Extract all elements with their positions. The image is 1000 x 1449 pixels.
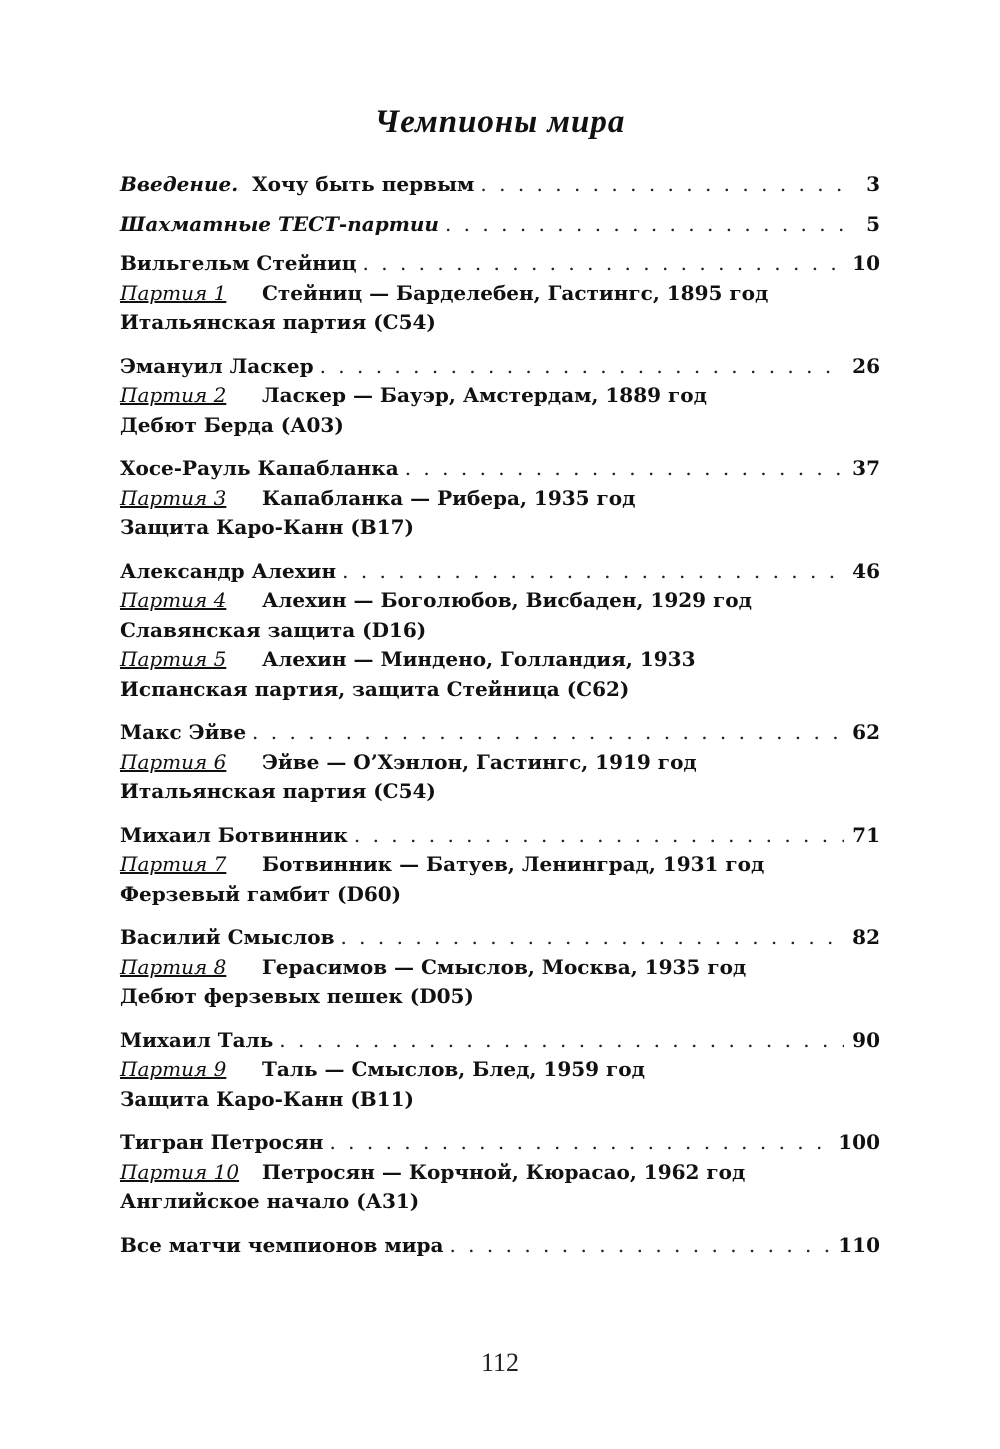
tests-title: Шахматные ТЕСТ-партии (120, 211, 439, 236)
toc-entry-tests[interactable] (120, 210, 880, 240)
game-line (120, 953, 880, 983)
page-title: Чемпионы мира (374, 104, 626, 140)
game-line (120, 645, 880, 675)
champion-name: Василий Смыслов (120, 925, 335, 949)
game-label: Партия 5 (120, 647, 227, 671)
game-line (120, 1055, 880, 1085)
page-ref: 10 (852, 251, 880, 275)
game-label: Партия 1 (120, 280, 227, 305)
game-description: Стейниц — Барделебен, Гастингс, 1895 год (262, 280, 769, 305)
game-line (120, 381, 880, 411)
game-description: Алехин — Боголюбов, Висбаден, 1929 год (262, 588, 752, 612)
dot-leader (340, 923, 844, 953)
game-line (120, 1158, 880, 1188)
intro-label: Введение. (120, 172, 239, 196)
dot-leader (363, 249, 844, 279)
game-description: Капабланка — Рибера, 1935 год (262, 485, 636, 510)
page-ref: 3 (866, 172, 880, 196)
dot-leader (445, 210, 844, 240)
page-ref: 90 (852, 1027, 880, 1052)
page-ref: 5 (866, 211, 880, 236)
game-description: Ласкер — Бауэр, Амстердам, 1889 год (262, 383, 707, 407)
toc-entry-champion[interactable] (120, 821, 880, 851)
all-matches-title: Все матчи чемпионов мира (120, 1232, 444, 1257)
dot-leader (480, 170, 844, 200)
game-opening: Дебют ферзевых пешек (D05) (120, 984, 474, 1008)
game-label: Партия 3 (120, 485, 227, 510)
dot-leader (354, 821, 844, 851)
toc-entry-champion[interactable] (120, 454, 880, 484)
champion-name: Хосе-Рауль Капабланка (120, 456, 399, 480)
game-label: Партия 7 (120, 852, 227, 876)
dot-leader (279, 1026, 844, 1056)
opening-line (120, 880, 880, 910)
game-description: Эйве — О’Хэнлон, Гастингс, 1919 год (262, 749, 697, 774)
toc-entry-champion[interactable] (120, 1128, 880, 1158)
page-ref: 110 (838, 1232, 880, 1257)
game-line (120, 484, 880, 514)
champion-name: Эмануил Ласкер (120, 353, 314, 378)
opening-line (120, 411, 880, 441)
champion-name: Тигран Петросян (120, 1130, 324, 1154)
champion-name: Михаил Таль (120, 1027, 274, 1052)
game-opening: Итальянская партия (С54) (120, 310, 436, 334)
game-opening: Защита Каро-Канн (В11) (120, 1086, 415, 1111)
game-label: Партия 6 (120, 749, 227, 774)
champion-name: Вильгельм Стейниц (120, 251, 357, 275)
dot-leader (329, 1128, 832, 1158)
game-label: Партия 9 (120, 1057, 227, 1081)
toc-entry-champion[interactable] (120, 718, 880, 748)
toc-entry-champion[interactable] (120, 249, 880, 279)
champion-name: Михаил Ботвинник (120, 822, 348, 847)
dot-leader (405, 454, 844, 484)
opening-line (120, 513, 880, 543)
page-ref: 26 (852, 353, 880, 378)
opening-line (120, 1187, 880, 1217)
game-label: Партия 8 (120, 954, 227, 979)
page-ref: 82 (852, 925, 880, 949)
intro-title: Хочу быть первым (252, 172, 475, 196)
opening-line (120, 308, 880, 338)
opening-line (120, 1085, 880, 1115)
game-line (120, 279, 880, 309)
toc-entry-intro[interactable] (120, 170, 880, 200)
game-label: Партия 4 (120, 588, 227, 612)
game-opening: Славянская защита (D16) (120, 617, 427, 642)
champion-name: Александр Алехин (120, 558, 337, 583)
game-description: Алехин — Миндено, Голландия, 1933 (262, 647, 696, 671)
game-description: Петросян — Корчной, Кюрасао, 1962 год (262, 1159, 746, 1184)
champion-name: Макс Эйве (120, 720, 247, 744)
page-ref: 100 (838, 1130, 880, 1154)
game-line (120, 850, 880, 880)
page-ref: 62 (852, 720, 880, 744)
game-description: Ботвинник — Батуев, Ленинград, 1931 год (262, 852, 765, 876)
page-ref: 46 (852, 558, 880, 583)
opening-line (120, 982, 880, 1012)
game-opening: Английское начало (А31) (120, 1189, 420, 1213)
game-line (120, 748, 880, 778)
game-opening: Итальянская партия (С54) (120, 779, 436, 803)
dot-leader (449, 1231, 832, 1261)
page-ref: 71 (852, 822, 880, 847)
game-opening: Испанская партия, защита Стейница (С62) (120, 676, 630, 701)
dot-leader (252, 718, 844, 748)
opening-line (120, 675, 880, 705)
game-opening: Защита Каро-Канн (В17) (120, 515, 415, 539)
game-opening: Ферзевый гамбит (D60) (120, 881, 402, 906)
page-number: 112 (480, 1348, 520, 1377)
game-label: Партия 2 (120, 383, 227, 407)
game-opening: Дебют Берда (А03) (120, 412, 344, 437)
toc-entry-champion[interactable] (120, 1026, 880, 1056)
game-label: Партия 10 (120, 1159, 240, 1184)
toc-entry-all-matches[interactable] (120, 1231, 880, 1261)
dot-leader (342, 557, 844, 587)
page-ref: 37 (852, 456, 880, 480)
game-description: Герасимов — Смыслов, Москва, 1935 год (262, 954, 747, 979)
game-description: Таль — Смыслов, Блед, 1959 год (262, 1057, 645, 1081)
opening-line (120, 616, 880, 646)
toc-entry-champion[interactable] (120, 923, 880, 953)
game-line (120, 586, 880, 616)
toc-entry-champion[interactable] (120, 352, 880, 382)
dot-leader (320, 352, 844, 382)
opening-line (120, 777, 880, 807)
toc-entry-champion[interactable] (120, 557, 880, 587)
table-of-contents (120, 170, 880, 1260)
